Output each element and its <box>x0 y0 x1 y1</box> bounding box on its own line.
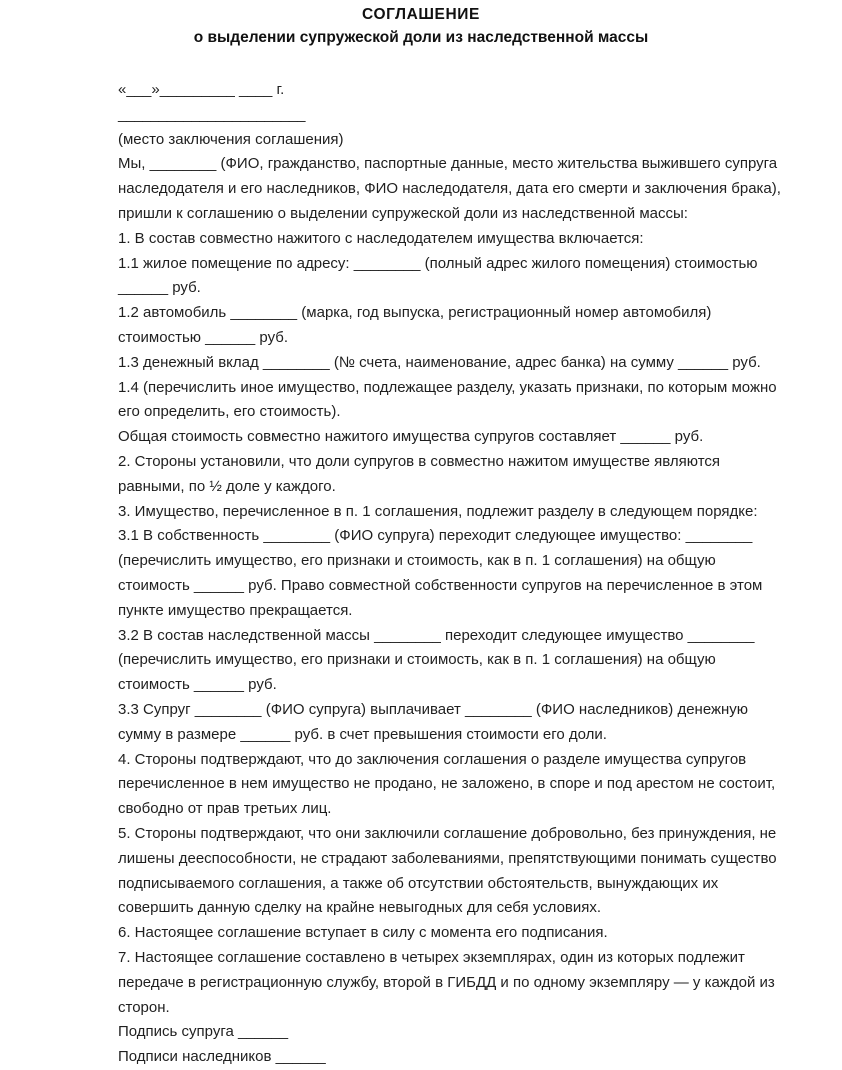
document-body <box>0 75 842 1070</box>
date-line: «___»_________ ____ г. <box>118 81 285 99</box>
signature-spouse: Подпись супруга ______ <box>118 1023 289 1041</box>
clause-6: 6. Настоящее соглашение вступает в силу с момента его подписания. <box>118 924 608 942</box>
preamble-paragraph: Мы, ________ (ФИО, гражданство, паспортные данные, место жительства выжившего супруга наследодателя и его наследников, ФИО наследодателя, дата его смерти и заключения брака), пришли к соглашению о выделении супружеской доли из наследственной массы: <box>118 155 781 223</box>
clause-3-2: 3.2 В состав наследственной массы ________ переходит следующее имущество ________ (перечислить имущество, его признаки и стоимость, как в п. 1 соглашения) на общую стоимость ______ руб. <box>118 626 755 694</box>
clause-1-2: 1.2 автомобиль ________ (марка, год выпуска, регистрационный номер автомобиля) стоимостью ______ руб. <box>118 304 712 347</box>
title-spacer <box>0 49 842 75</box>
clause-1-3: 1.3 денежный вклад ________ (№ счета, наименование, адрес банка) на сумму ______ руб. <box>118 353 761 371</box>
clause-3: 3. Имущество, перечисленное в п. 1 соглашения, подлежит разделу в следующем порядке: <box>118 502 758 520</box>
clause-3-1: 3.1 В собственность ________ (ФИО супруга) переходит следующее имущество: ________ (перечислить имущество, его признаки и стоимость, как в п. 1 соглашения) на общую стоимость ______ руб. Право совместной собственности супругов на перечисленное в этом пункте имущество прекращается. <box>118 527 763 619</box>
clause-4: 4. Стороны подтверждают, что до заключения соглашения о разделе имущества супругов перечисленное в нем имущество не продано, не заложено, в споре и под арестом не состоит, свободно от прав третьих лиц. <box>118 750 776 818</box>
document-header <box>0 0 842 49</box>
place-caption: (место заключения соглашения) <box>118 130 344 148</box>
clause-3-3: 3.3 Супруг ________ (ФИО супруга) выплачивает ________ (ФИО наследников) денежную сумму в размере ______ руб. в счет превышения стоимости его доли. <box>118 700 749 743</box>
clause-1: 1. В состав совместно нажитого с наследодателем имущества включается: <box>118 229 644 247</box>
page-subtitle: о выделении супружеской доли из наследственной массы <box>193 29 649 47</box>
place-rule: _______________________ <box>118 105 306 123</box>
clause-1-1: 1.1 жилое помещение по адресу: ________ (полный адрес жилого помещения) стоимостью ______ руб. <box>118 254 758 297</box>
clause-7: 7. Настоящее соглашение составлено в четырех экземплярах, один из которых подлежит передаче в регистрационную службу, второй в ГИБДД и по одному экземпляру — у каждой из сторон. <box>118 948 775 1016</box>
page-title: СОГЛАШЕНИЕ <box>362 6 480 23</box>
clause-2: 2. Стороны установили, что доли супругов в совместно нажитом имуществе являются равными, по ½ доле у каждого. <box>118 453 721 495</box>
clause-total-value: Общая стоимость совместно нажитого имущества супругов составляет ______ руб. <box>118 428 704 446</box>
clause-1-4: 1.4 (перечислить иное имущество, подлежащее разделу, указать признаки, по которым можно его определить, его стоимость). <box>118 378 777 421</box>
clause-5: 5. Стороны подтверждают, что они заключили соглашение добровольно, без принуждения, не лишены дееспособности, не страдают заболеваниями, препятствующими понимать существо подписываемого соглашения, а также об отсутствии обстоятельств, вынуждающих их совершить данную сделку на крайне невыгодных для себя условиях. <box>118 824 777 917</box>
signature-heirs: Подписи наследников ______ <box>118 1048 326 1066</box>
